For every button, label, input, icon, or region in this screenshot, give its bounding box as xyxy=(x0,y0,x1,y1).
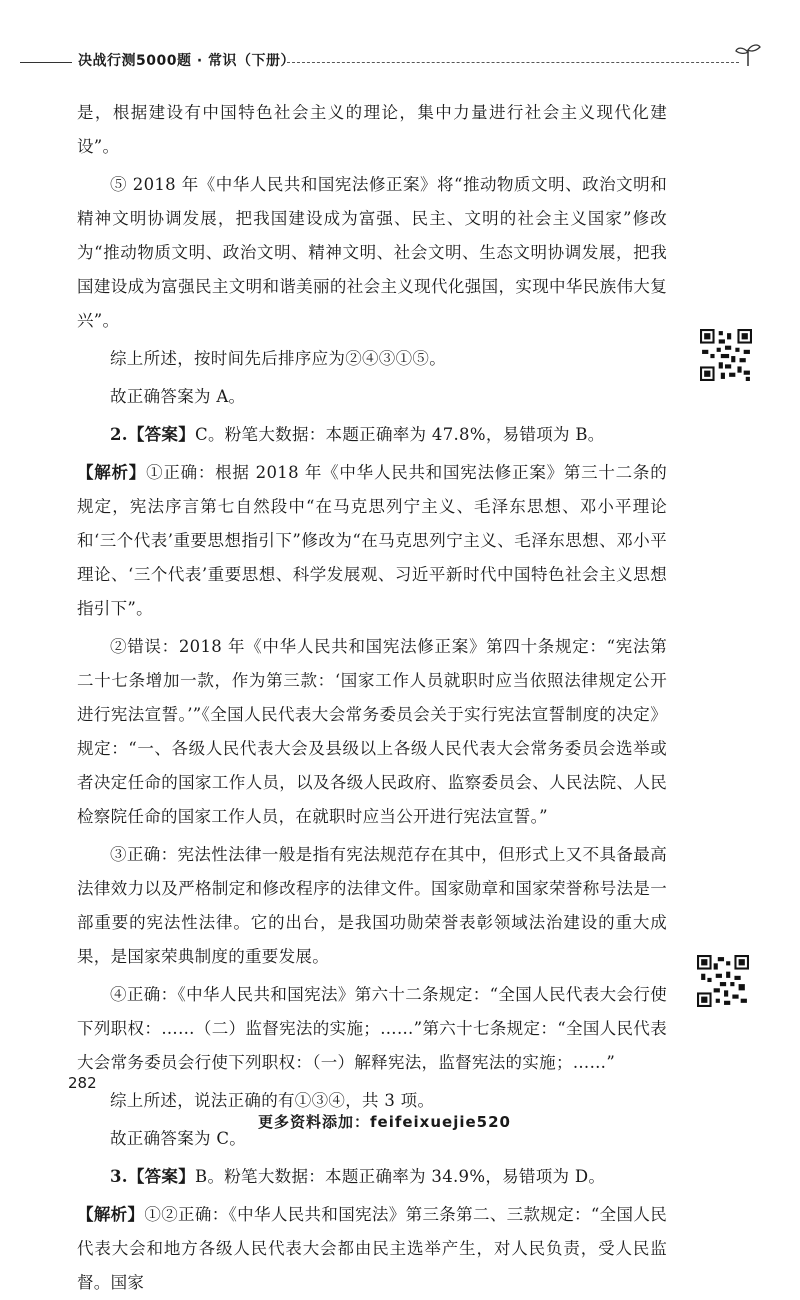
analysis-label: 【解析】 xyxy=(77,463,147,482)
leaf-icon xyxy=(734,42,762,68)
answer-label: 2.【答案】 xyxy=(110,425,196,444)
paragraph: ⑤ 2018 年《中华人民共和国宪法修正案》将“推动物质文明、政治文明和精神文明协调发展，把我国建设成为富强、民主、文明的社会主义国家”修改为“推动物质文明、政治文明、精神文明、社会文明、生态文明协调发展，把我国建设成为富强民主文明和谐美丽的社会主义现代化强国，实现中华民族伟大复兴”。 xyxy=(77,175,667,330)
paragraph: ②错误：2018 年《中华人民共和国宪法修正案》第四十条规定：“宪法第二十七条增加一款，作为第三款：‘国家工作人员就职时应当依照法律规定公开进行宪法宣誓。’”《全国人民代表大会常务委员会关于实行宪法宣誓制度的决定》规定：“一、各级人民代表大会及县级以上各级人民代表大会常务委员会选举或者决定任命的国家工作人员，以及各级人民政府、监察委员会、人民法院、人民检察院任命的国家工作人员，在就职时应当公开进行宪法宣誓。” xyxy=(77,637,667,826)
answer-label: 3.【答案】 xyxy=(110,1167,196,1186)
answer-line-q2 xyxy=(77,418,667,452)
header-title: 决战行测5000题 · 常识（下册） xyxy=(78,53,296,69)
analysis-text: ①②正确：《中华人民共和国宪法》第三条第二、三款规定：“全国人民代表大会和地方各级人民代表大会都由民主选举产生，对人民负责，受人民监督。国家 xyxy=(77,1205,667,1292)
page-number: 282 xyxy=(68,1074,97,1092)
answer-text: B。粉笔大数据：本题正确率为 34.9%，易错项为 D。 xyxy=(195,1167,606,1186)
analysis-text: ①正确：根据 2018 年《中华人民共和国宪法修正案》第三十二条的规定，宪法序言第七自然段中“在马克思列宁主义、毛泽东思想、邓小平理论和‘三个代表’重要思想指引下”修改为“在马克思列宁主义、毛泽东思想、邓小平理论、‘三个代表’重要思想、科学发展观、习近平新时代中国特色社会主义思想指引下”。 xyxy=(77,463,668,618)
analysis-q3 xyxy=(77,1198,667,1300)
answer-line-q3 xyxy=(77,1160,667,1194)
paragraph: 是，根据建设有中国特色社会主义的理论，集中力量进行社会主义现代化建设”。 xyxy=(77,103,667,156)
paragraph: ③正确：宪法性法律一般是指有宪法规范存在其中，但形式上又不具备最高法律效力以及严格制定和修改程序的法律文件。国家勋章和国家荣誉称号法是一部重要的宪法性法律。它的出台，是我国功勋荣誉表彰领域法治建设的重大成果，是国家荣典制度的重要发展。 xyxy=(77,845,667,966)
paragraph: 故正确答案为 C。 xyxy=(110,1129,247,1148)
footer-note: 更多资料添加：feifeixuejie520 xyxy=(258,1113,511,1131)
analysis-label: 【解析】 xyxy=(77,1205,145,1224)
paragraph: 综上所述，说法正确的有①③④，共 3 项。 xyxy=(110,1091,435,1110)
qr-code-icon[interactable] xyxy=(700,329,752,381)
analysis-q2 xyxy=(77,456,667,626)
paragraph: 综上所述，按时间先后排序应为②④③①⑤。 xyxy=(110,349,446,368)
paragraph: 故正确答案为 A。 xyxy=(110,387,246,406)
header-rule-right xyxy=(287,62,739,63)
running-header xyxy=(12,46,752,74)
header-rule-left xyxy=(20,62,72,63)
paragraph: ④正确：《中华人民共和国宪法》第六十二条规定：“全国人民代表大会行使下列职权：……（二）监督宪法的实施；……”第六十七条规定：“全国人民代表大会常务委员会行使下列职权：（一）解释宪法，监督宪法的实施；……” xyxy=(77,985,667,1072)
answer-text: C。粉笔大数据：本题正确率为 47.8%，易错项为 B。 xyxy=(195,425,605,444)
qr-code-icon[interactable] xyxy=(697,955,749,1007)
